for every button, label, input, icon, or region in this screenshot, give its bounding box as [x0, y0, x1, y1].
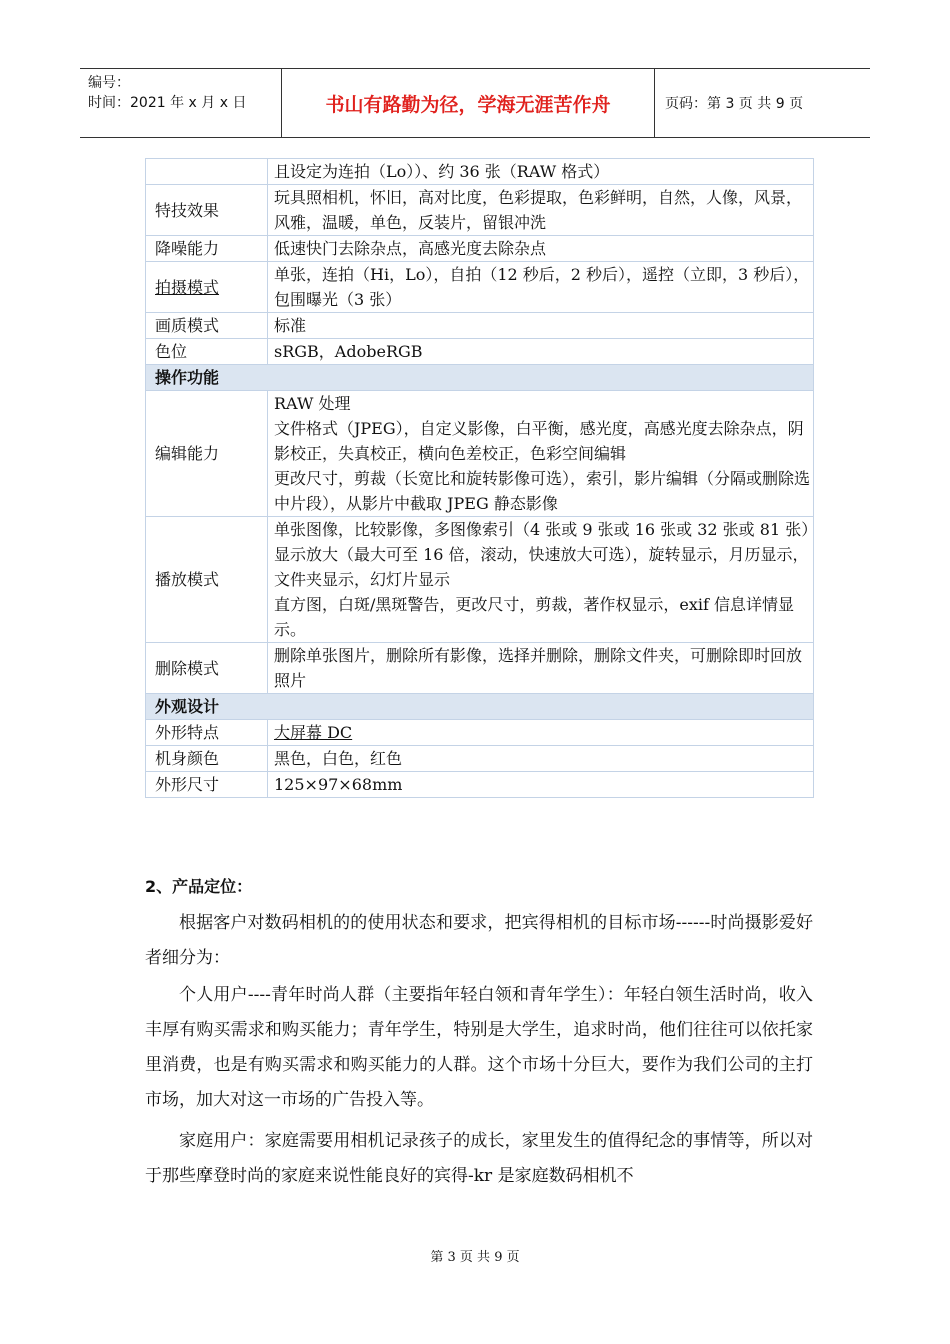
value-line: 显示放大（最大可至 16 倍，滚动，快速放大可选），旋转显示，月历显示，文件夹显示，幻灯片显示: [274, 545, 809, 589]
value-line: sRGB，AdobeRGB: [274, 342, 423, 361]
row-value: [268, 313, 814, 339]
value-line: 标准: [274, 316, 307, 335]
section-title: 2、产品定位：: [145, 877, 253, 896]
table-row: [146, 391, 814, 517]
row-label: 删除模式: [146, 643, 268, 694]
row-value: [268, 720, 814, 746]
row-value: [268, 159, 814, 185]
row-label: [146, 159, 268, 185]
row-label: 编辑能力: [146, 391, 268, 517]
table-row: [146, 236, 814, 262]
value-line: 单张，连拍（Hi，Lo），自拍（12 秒后，2 秒后），遥控（立即，3 秒后），包围曝光（3 张）: [274, 265, 810, 309]
row-value: [268, 517, 818, 643]
value-line: 玩具照相机，怀旧，高对比度，色彩提取，色彩鲜明，自然，人像，风景，风雅，温暖，单色，反装片，留银冲洗: [274, 188, 803, 232]
value-line: RAW 处理: [274, 394, 351, 413]
row-label: 外形尺寸: [146, 772, 268, 798]
row-label: 降噪能力: [146, 236, 268, 262]
row-label: 特技效果: [146, 185, 268, 236]
header-page-label: 页码：第 3 页 共 9 页: [665, 96, 804, 112]
row-label: 拍摄模式: [146, 262, 268, 313]
doc-number-label: 编号：: [88, 75, 130, 91]
value-line: 单张图像，比较影像，多图像索引（4 张或 9 张或 16 张或 32 张或 81 张）: [274, 520, 818, 539]
row-value: [268, 262, 814, 313]
header-motto: 书山有路勤为径，学海无涯苦作舟: [282, 69, 655, 137]
row-value: [268, 236, 814, 262]
value-line: 黑色，白色，红色: [274, 749, 403, 768]
row-label: 色位: [146, 339, 268, 365]
row-value: [268, 772, 814, 798]
row-label: 画质模式: [146, 313, 268, 339]
page-footer: 第 3 页 共 9 页: [430, 1250, 520, 1265]
value-line: 低速快门去除杂点，高感光度去除杂点: [274, 239, 547, 258]
table-row: [146, 313, 814, 339]
doc-time-label: 时间：2021 年 x 月 x 日: [88, 95, 247, 111]
table-row: [146, 746, 814, 772]
table-row: [146, 643, 814, 694]
row-value: [268, 185, 814, 236]
section-heading: 外观设计: [146, 694, 814, 720]
paragraph-2: 个人用户----青年时尚人群（主要指年轻白领和青年学生）：年轻白领生活时尚，收入丰厚有购买需求和购买能力；青年学生，特别是大学生，追求时尚，他们往往可以依托家里消费，也是有购买需求和购买能力的人群。这个市场十分巨大，要作为我们公司的主打市场，加大对这一市场的广告投入等。: [145, 985, 813, 1110]
section-row: [146, 694, 814, 720]
value-line: 大屏幕 DC: [274, 723, 353, 742]
value-line: 125×97×68mm: [274, 775, 403, 794]
value-line: 直方图，白斑/黑斑警告，更改尺寸，剪裁，著作权显示，exif 信息详情显示。: [274, 595, 795, 639]
spec-table: [145, 158, 818, 798]
page-header: [80, 68, 870, 138]
section-heading: 操作功能: [146, 365, 814, 391]
table-row: [146, 262, 814, 313]
section-row: [146, 365, 814, 391]
table-row: [146, 159, 814, 185]
value-line: 删除单张图片，删除所有影像，选择并删除，删除文件夹，可删除即时回放照片: [274, 646, 803, 690]
row-label: 外形特点: [146, 720, 268, 746]
table-row: [146, 339, 814, 365]
row-value: [268, 746, 814, 772]
paragraph-3: 家庭用户：家庭需要用相机记录孩子的成长，家里发生的值得纪念的事情等，所以对于那些摩登时尚的家庭来说性能良好的宾得-kr 是家庭数码相机不: [145, 1131, 813, 1186]
row-value: [268, 391, 814, 517]
row-label: 播放模式: [146, 517, 268, 643]
paragraph-1: 根据客户对数码相机的的使用状态和要求，把宾得相机的目标市场------时尚摄影爱好者细分为：: [145, 913, 813, 968]
table-row: [146, 185, 814, 236]
value-line: 且设定为连拍（Lo））、约 36 张（RAW 格式）: [274, 162, 610, 181]
value-line: 文件格式（JPEG），自定义影像，白平衡，感光度，高感光度去除杂点，阴影校正，失真校正，横向色差校正，色彩空间编辑: [274, 419, 804, 463]
header-meta: [80, 69, 282, 137]
value-line: 更改尺寸，剪裁（长宽比和旋转影像可选），索引，影片编辑（分隔或删除选中片段），从影片中截取 JPEG 静态影像: [274, 469, 811, 513]
table-row: [146, 720, 814, 746]
row-value: [268, 643, 814, 694]
table-row: [146, 517, 814, 643]
row-label: 机身颜色: [146, 746, 268, 772]
row-value: [268, 339, 814, 365]
table-row: [146, 772, 814, 798]
